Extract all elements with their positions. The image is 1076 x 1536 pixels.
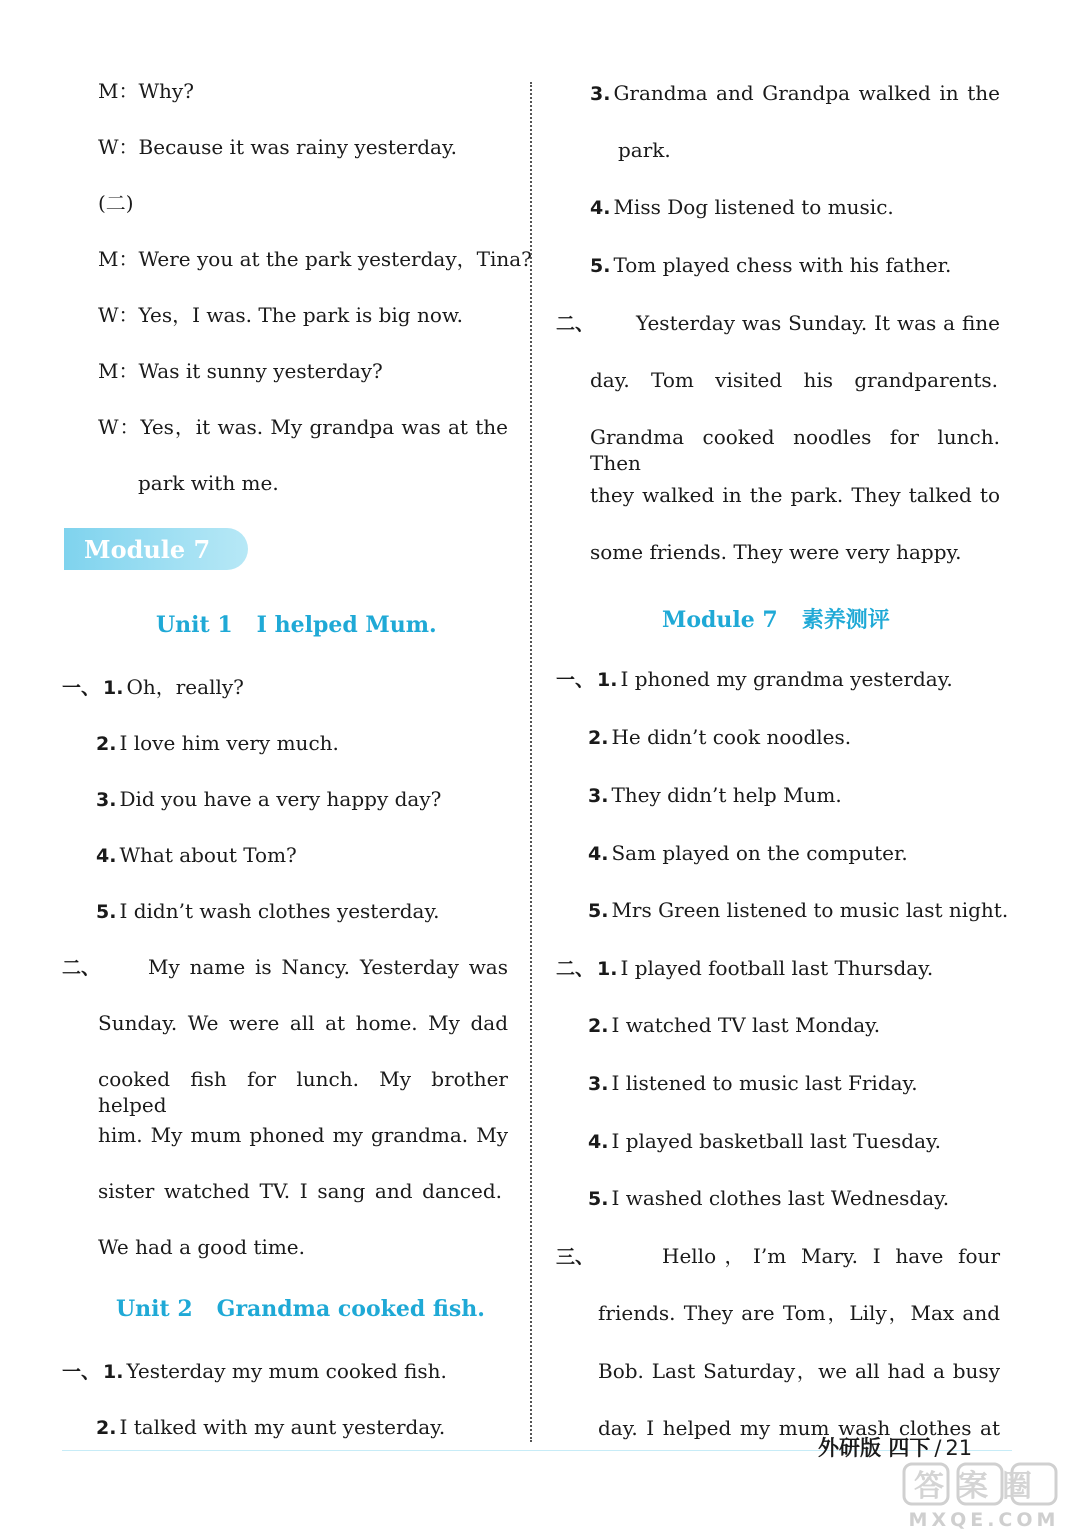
item-number: 3. [588,1073,609,1095]
item-text: They didn’t help Mum. [611,783,842,807]
list-item [96,786,441,813]
item-text: I didn’t wash clothes yesterday. [119,899,440,923]
item-text: I listened to music last Friday. [611,1071,918,1095]
unit-label: Unit 2 [116,1296,193,1322]
column-divider [530,82,532,1442]
list-item-continuation: park. [618,138,671,162]
item-number: 5. [96,901,117,923]
unit-heading [156,612,437,638]
item-text: He didn’t cook noodles. [611,725,852,749]
dialogue-line: W：Because it was rainy yesterday. [98,135,457,159]
paragraph-line: My name is Nancy. Yesterday was [148,955,508,979]
list-item [96,842,297,869]
paragraph-line: day. I helped my mum wash clothes at [598,1416,1000,1440]
unit-title: Grandma cooked fish. [216,1296,485,1322]
list-item [588,1185,949,1212]
item-number: 1. [597,958,618,980]
item-number: 1. [597,669,618,691]
dialogue-line: park with me. [138,471,279,495]
module-banner [64,528,248,570]
paragraph-line: Hello，I’m Mary. I have four [662,1244,1000,1268]
paragraph-line: Bob. Last Saturday，we all had a busy [598,1359,1000,1383]
section-mark: 二、 [556,313,595,335]
list-item [588,1070,918,1097]
page-footer [818,1432,972,1462]
paragraph-line: friends. They are Tom，Lily，Max and [598,1301,1000,1325]
item-number: 4. [588,843,609,865]
item-number: 2. [96,733,117,755]
section-mark: 二、 [556,958,595,980]
paragraph-line: Sunday. We were all at home. My dad [98,1011,508,1035]
paragraph-line: Yesterday was Sunday. It was a fine [636,311,1000,335]
section-mark: 一、 [62,1361,101,1383]
paragraph-line: We had a good time. [98,1235,306,1259]
list-item [590,194,894,221]
list-item [588,897,1008,924]
paragraph-line: Grandma cooked noodles for lunch. Then [590,425,1000,475]
evaluation-label: Module 7 [662,607,778,633]
item-number: 4. [588,1131,609,1153]
edition-label: 外研版 [818,1436,881,1460]
list-item [588,1128,941,1155]
list-item [62,1358,447,1385]
item-text: I washed clothes last Wednesday. [611,1186,950,1210]
paragraph-line: day. Tom visited his grandparents. [590,368,998,392]
item-text: Tom played chess with his father. [613,253,952,277]
item-number: 2. [588,727,609,749]
item-number: 3. [590,83,611,105]
list-item [96,1414,445,1441]
item-number: 5. [588,900,609,922]
evaluation-heading [662,603,890,634]
item-number: 5. [588,1188,609,1210]
watermark-logo [900,1460,1068,1530]
item-text: I love him very much. [119,731,339,755]
item-text: I phoned my grandma yesterday. [620,667,953,691]
list-item [556,666,953,693]
list-item [96,898,439,925]
unit-heading [116,1296,485,1322]
page-separator: / [934,1436,942,1460]
item-number: 1. [103,1361,124,1383]
section-mark: 二、 [62,957,101,979]
item-number: 5. [590,255,611,277]
item-text: I watched TV last Monday. [611,1013,881,1037]
page-number: 21 [945,1436,973,1460]
item-text: Miss Dog listened to music. [613,195,894,219]
list-item [588,782,842,809]
list-item [62,674,244,701]
item-text: I played football last Thursday. [620,956,934,980]
item-number: 3. [588,785,609,807]
grade-label: 四下 [888,1436,931,1460]
list-item [588,840,908,867]
item-number: 4. [590,197,611,219]
watermark-url: MXQE.COM [908,1509,1060,1530]
list-item [590,252,951,279]
item-number: 1. [103,677,124,699]
paragraph-line: sister watched TV. I sang and danced. [98,1179,502,1203]
dialogue-line: M：Were you at the park yesterday，Tina? [98,247,532,271]
item-number: 2. [96,1417,117,1439]
dialogue-line: M：Was it sunny yesterday? [98,359,383,383]
list-item [96,730,339,757]
unit-label: Unit 1 [156,612,233,638]
dialogue-line: M：Why? [98,79,194,103]
dialogue-line: W：Yes，it was. My grandpa was at the [98,415,508,439]
item-text: Yesterday my mum cooked fish. [126,1359,447,1383]
list-item [588,1012,880,1039]
section-marker: (二) [98,191,134,215]
dialogue-line: W：Yes，I was. The park is big now. [98,303,463,327]
paragraph-line: they walked in the park. They talked to [590,483,1000,507]
watermark-title: 答案圈 [914,1469,1046,1504]
item-text: I played basketball last Tuesday. [611,1129,942,1153]
list-item [556,955,933,982]
unit-title: I helped Mum. [256,612,437,638]
evaluation-title: 素养测评 [801,608,890,633]
item-text: Sam played on the computer. [611,841,908,865]
module-banner-label: Module 7 [84,535,211,564]
item-text: Oh，really? [126,675,244,699]
paragraph-line: some friends. They were very happy. [590,540,962,564]
list-item [590,80,1000,107]
item-text: Grandma and Grandpa walked in the [613,81,1000,105]
item-text: What about Tom? [119,843,297,867]
item-text: Did you have a very happy day? [119,787,442,811]
item-text: I talked with my aunt yesterday. [119,1415,446,1439]
item-number: 3. [96,789,117,811]
item-number: 4. [96,845,117,867]
section-mark: 三、 [556,1246,595,1268]
item-text: Mrs Green listened to music last night. [611,898,1009,922]
paragraph-line: cooked fish for lunch. My brother helped [98,1067,508,1117]
section-mark: 一、 [556,669,595,691]
list-item [588,724,851,751]
section-mark: 一、 [62,677,101,699]
paragraph-line: him. My mum phoned my grandma. My [98,1123,508,1147]
item-number: 2. [588,1015,609,1037]
